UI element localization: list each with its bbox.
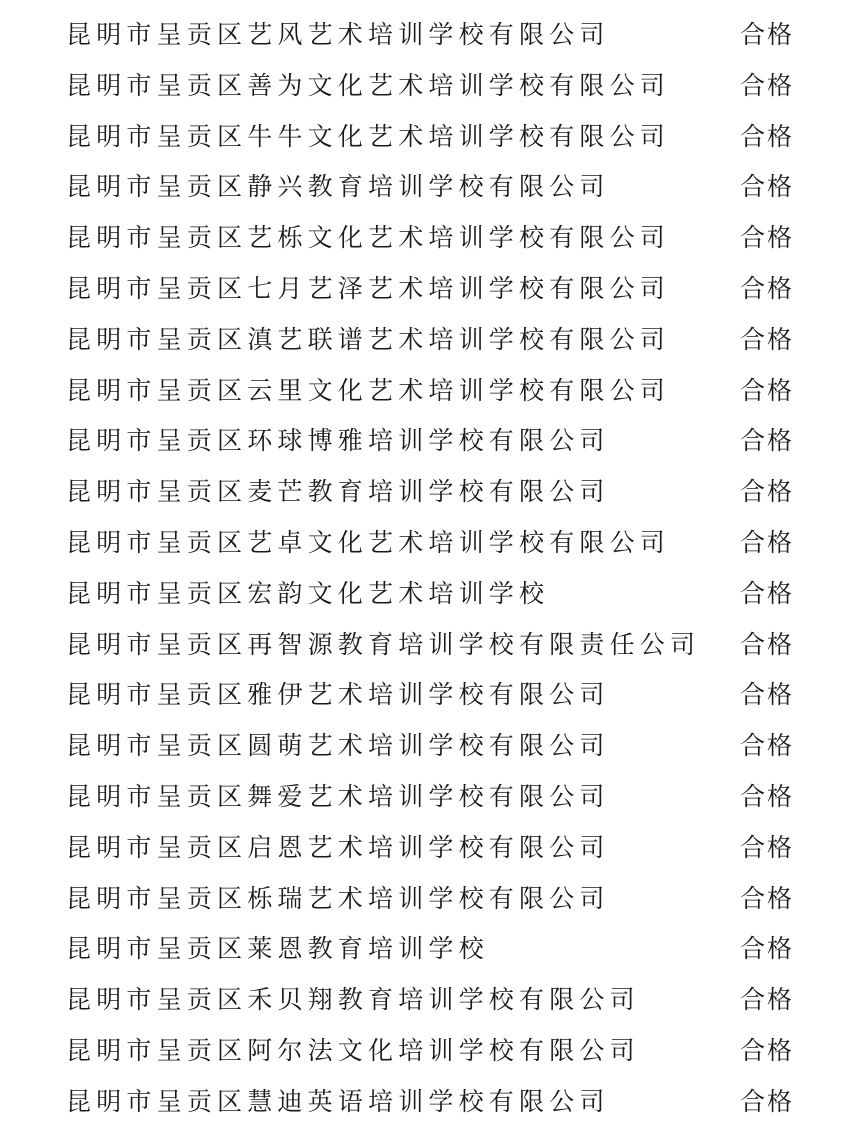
list-item <box>0 772 857 823</box>
list-item <box>0 670 857 721</box>
list-item <box>0 874 857 925</box>
list-item <box>0 416 857 467</box>
school-name: 昆明市呈贡区艺风艺术培训学校有限公司 <box>66 20 610 49</box>
list-item <box>0 112 857 163</box>
list-item <box>0 10 857 61</box>
inspection-result: 合格 <box>740 426 795 456</box>
inspection-result: 合格 <box>740 1086 795 1116</box>
inspection-result: 合格 <box>740 578 795 608</box>
school-inspection-list <box>0 10 857 1128</box>
list-item <box>0 264 857 315</box>
inspection-result: 合格 <box>740 731 795 761</box>
school-name: 昆明市呈贡区雅伊艺术培训学校有限公司 <box>66 680 610 710</box>
list-item <box>0 315 857 366</box>
inspection-result: 合格 <box>740 527 795 557</box>
school-name: 昆明市呈贡区慧迪英语培训学校有限公司 <box>66 1086 610 1116</box>
list-item <box>0 823 857 874</box>
school-name: 昆明市呈贡区静兴教育培训学校有限公司 <box>66 172 610 202</box>
school-name: 昆明市呈贡区禾贝翔教育培训学校有限公司 <box>66 985 640 1015</box>
list-item <box>0 366 857 417</box>
list-item <box>0 1077 857 1128</box>
school-name: 昆明市呈贡区再智源教育培训学校有限责任公司 <box>66 629 701 659</box>
list-item <box>0 975 857 1026</box>
inspection-result: 合格 <box>740 223 795 253</box>
list-item <box>0 620 857 671</box>
school-name: 昆明市呈贡区艺卓文化艺术培训学校有限公司 <box>66 527 671 557</box>
school-name: 昆明市呈贡区云里文化艺术培训学校有限公司 <box>66 375 671 405</box>
school-name: 昆明市呈贡区莱恩教育培训学校 <box>66 934 489 964</box>
list-item <box>0 467 857 518</box>
school-name: 昆明市呈贡区牛牛文化艺术培训学校有限公司 <box>66 121 671 151</box>
inspection-result: 合格 <box>740 273 795 303</box>
school-name: 昆明市呈贡区启恩艺术培训学校有限公司 <box>66 832 610 862</box>
school-name: 昆明市呈贡区环球博雅培训学校有限公司 <box>66 426 610 456</box>
list-item <box>0 569 857 620</box>
inspection-result: 合格 <box>740 70 795 100</box>
inspection-result: 合格 <box>740 477 795 507</box>
inspection-result: 合格 <box>740 985 795 1015</box>
school-name: 昆明市呈贡区舞爱艺术培训学校有限公司 <box>66 781 610 811</box>
inspection-result: 合格 <box>740 20 795 49</box>
inspection-result: 合格 <box>740 781 795 811</box>
school-name: 昆明市呈贡区圆萌艺术培训学校有限公司 <box>66 731 610 761</box>
school-name: 昆明市呈贡区阿尔法文化培训学校有限公司 <box>66 1035 640 1065</box>
inspection-result: 合格 <box>740 832 795 862</box>
school-name: 昆明市呈贡区艺栎文化艺术培训学校有限公司 <box>66 223 671 253</box>
inspection-result: 合格 <box>740 934 795 964</box>
school-name: 昆明市呈贡区善为文化艺术培训学校有限公司 <box>66 70 671 100</box>
list-item <box>0 518 857 569</box>
inspection-result: 合格 <box>740 629 795 659</box>
list-item <box>0 1026 857 1077</box>
inspection-result: 合格 <box>740 172 795 202</box>
school-name: 昆明市呈贡区宏韵文化艺术培训学校 <box>66 578 550 608</box>
list-item <box>0 924 857 975</box>
inspection-result: 合格 <box>740 324 795 354</box>
list-item <box>0 721 857 772</box>
school-name: 昆明市呈贡区滇艺联谱艺术培训学校有限公司 <box>66 324 671 354</box>
school-name: 昆明市呈贡区麦芒教育培训学校有限公司 <box>66 477 610 507</box>
school-name: 昆明市呈贡区七月艺泽艺术培训学校有限公司 <box>66 273 671 303</box>
inspection-result: 合格 <box>740 375 795 405</box>
list-item <box>0 61 857 112</box>
inspection-result: 合格 <box>740 1035 795 1065</box>
school-name: 昆明市呈贡区栎瑞艺术培训学校有限公司 <box>66 883 610 913</box>
list-item <box>0 213 857 264</box>
inspection-result: 合格 <box>740 680 795 710</box>
list-item <box>0 162 857 213</box>
inspection-result: 合格 <box>740 883 795 913</box>
inspection-result: 合格 <box>740 121 795 151</box>
